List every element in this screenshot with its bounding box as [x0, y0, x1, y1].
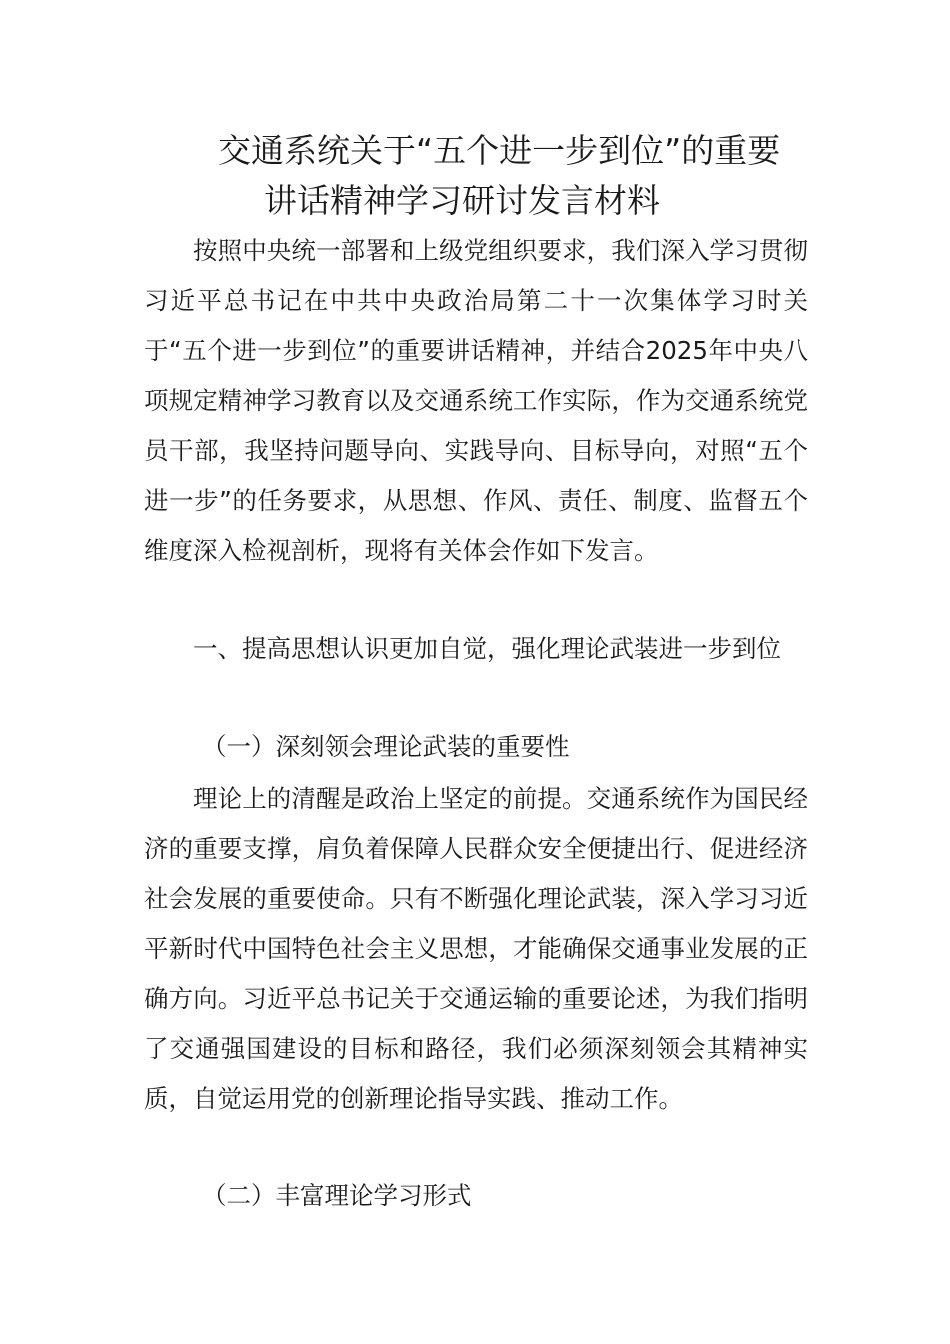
intro-paragraph: 按照中央统一部署和上级党组织要求，我们深入学习贯彻习近平总书记在中共中央政治局第二十一次集体学习时关于“五个进一步到位”的重要讲话精神，并结合2025年中央八项规定精神学习教育以及交通系统工作实际，作为交通系统党员干部，我坚持问题导向、实践导向、目标导向，对照“五个进一步”的任务要求，从思想、作风、责任、制度、监督五个维度深入检视剖析，现将有关体会作如下发言。	[144, 236, 808, 565]
section-heading-1: 一、提高思想认识更加自觉，强化理论武装进一步到位	[193, 634, 781, 663]
subsection-heading-1: （一）深刻领会理论武装的重要性	[202, 732, 570, 761]
body-paragraph-1: 理论上的清醒是政治上坚定的前提。交通系统作为国民经济的重要支撑，肩负着保障人民群众安全便捷出行、促进经济社会发展的重要使命。只有不断强化理论武装，深入学习习近平新时代中国特色社会主义思想，才能确保交通事业发展的正确方向。习近平总书记关于交通运输的重要论述，为我们指明了交通强国建设的目标和路径，我们必须深刻领会其精神实质，自觉运用党的创新理论指导实践、推动工作。	[144, 784, 808, 1113]
document-title-line-1: 交通系统关于“五个进一步到位”的重要	[218, 131, 781, 170]
document-title-line-2: 讲话精神学习研讨发言材料	[264, 181, 660, 220]
subsection-heading-2: （二）丰富理论学习形式	[202, 1181, 472, 1210]
